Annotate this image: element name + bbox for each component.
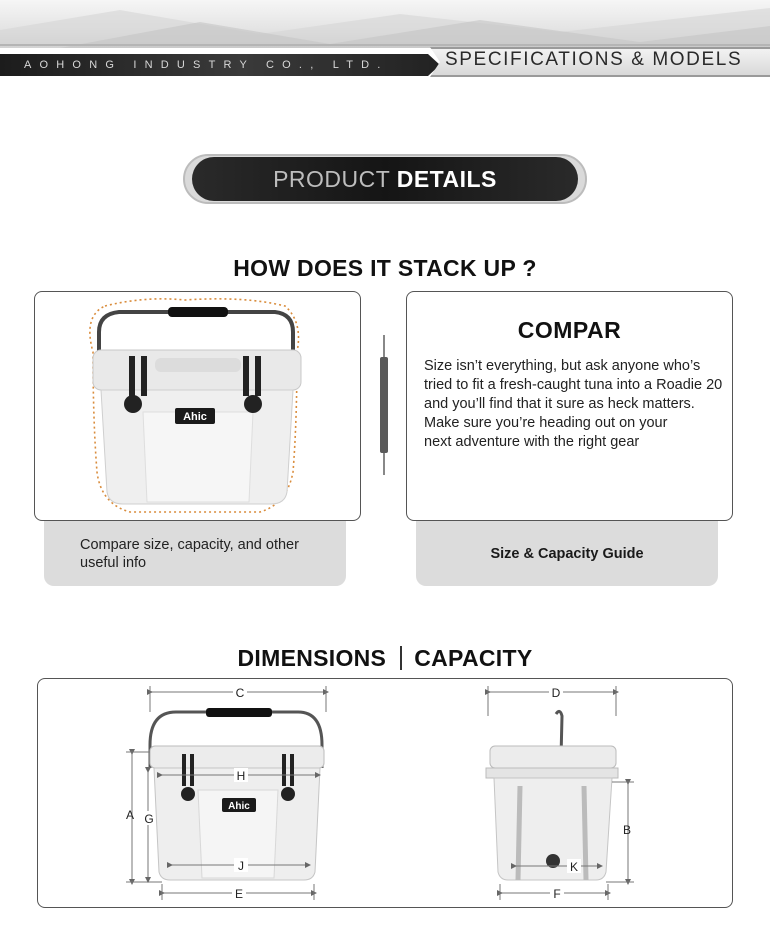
brand-logo: Ahic (183, 411, 207, 423)
company-name: AOHONG INDUSTRY CO., LTD. (24, 59, 389, 71)
front-view-cooler (150, 708, 324, 880)
details-pill-bold: DETAILS (396, 166, 497, 192)
dim-label-f: F (553, 887, 561, 901)
left-caption: Compare size, capacity, and other useful info (80, 537, 299, 571)
details-pill-light: PRODUCT (273, 166, 391, 192)
section-title: SPECIFICATIONS & MODELS (445, 49, 743, 70)
compare-text: Size isn’t everything, but ask anyone who’s tried to fit a fresh-caught tuna into a Roadie 20 and you’ll find that it sure as heck matters. Make sure you’re heading out on your next adventure with the right gear (424, 358, 723, 450)
side-view-cooler (486, 711, 618, 880)
stack-heading: HOW DOES IT STACK UP ? (233, 255, 537, 281)
dim-label-c: C (235, 686, 245, 700)
front-brand-logo: Ahic (228, 801, 250, 812)
dim-label-d: D (551, 686, 561, 700)
dim-label-k: K (569, 860, 579, 874)
dim-label-a: A (125, 808, 134, 822)
dim-label-h: H (236, 769, 246, 783)
dim-label-j: J (238, 859, 244, 873)
compare-title: COMPAR (517, 317, 622, 343)
capacity-label: CAPACITY (414, 645, 533, 671)
size-capacity-guide-link[interactable]: Size & Capacity Guide (490, 546, 644, 562)
dim-label-e: E (234, 887, 244, 901)
dimensions-label: DIMENSIONS (237, 645, 387, 671)
dim-label-b: B (623, 823, 632, 837)
dim-label-g: G (144, 812, 154, 826)
